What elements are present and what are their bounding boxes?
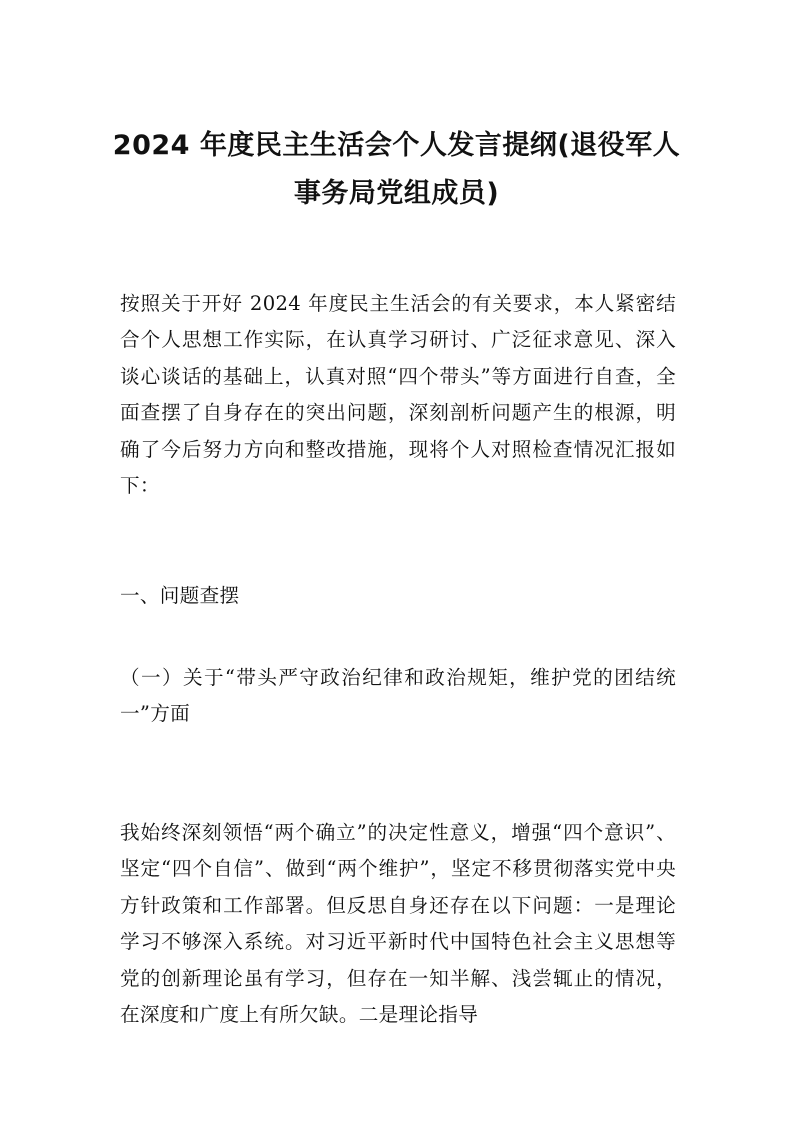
- subsection-heading: （一）关于“带头严守政治纪律和政治规矩，维护党的团结统一”方面: [120, 666, 676, 726]
- document-title: 2024 年度民主生活会个人发言提纲(退役军人事务局党组成员): [112, 130, 681, 209]
- intro-paragraph: 按照关于开好 2024 年度民主生活会的有关要求，本人紧密结合个人思想工作实际，在认真学习研讨、广泛征求意见、深入谈心谈话的基础上，认真对照“四个带头”等方面进行自查，全面查摆了自身存在的突出问题，深刻剖析问题产生的根源，明确了今后努力方向和整改措施，现将个人对照检查情况汇报如下：: [120, 292, 676, 498]
- section-heading: 一、问题查摆: [120, 584, 240, 607]
- body-paragraph: 我始终深刻领悟“两个确立”的决定性意义，增强“四个意识”、坚定“四个自信”、做到“两个维护”，坚定不移贯彻落实党中央方针政策和工作部署。但反思自身还存在以下问题：一是理论学习不够深入系统。对习近平新时代中国特色社会主义思想等党的创新理论虽有学习，但存在一知半解、浅尝辄止的情况，在深度和广度上有所欠缺。二是理论指导: [120, 821, 676, 1027]
